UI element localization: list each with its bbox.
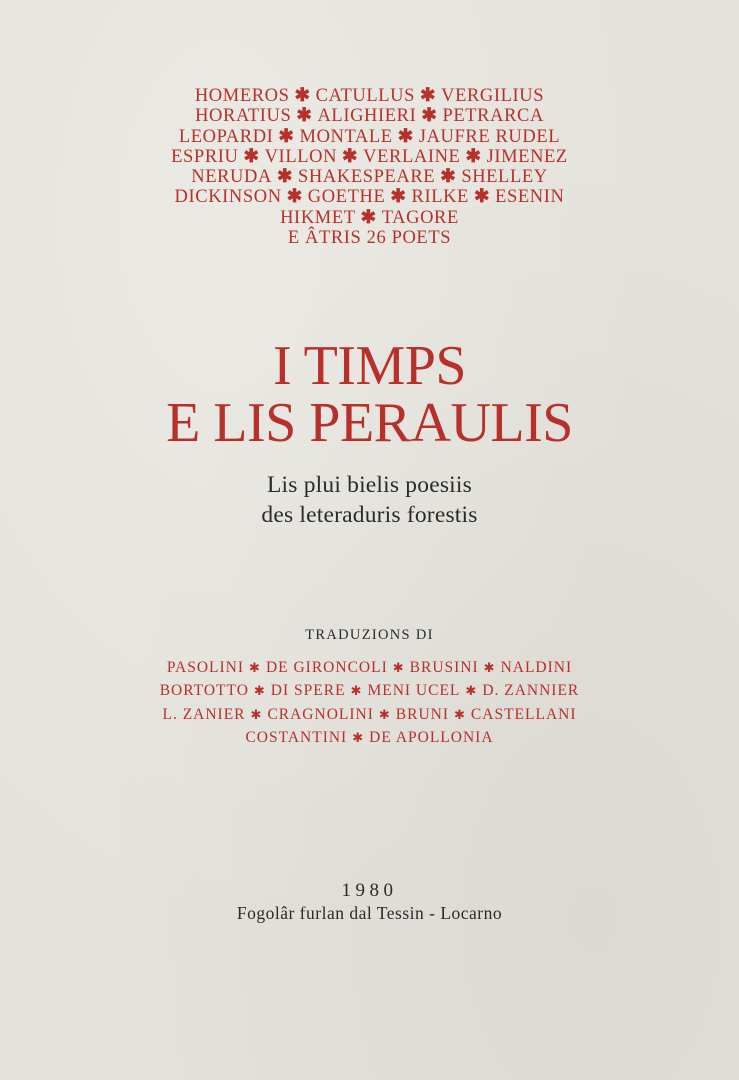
poet-name: JIMENEZ xyxy=(486,146,568,167)
translator-line xyxy=(0,703,739,726)
poet-name: SHAKESPEARE xyxy=(298,167,436,188)
poet-name: JAUFRE RUDEL xyxy=(418,126,561,147)
asterisk-separator-icon: ✱ xyxy=(350,683,363,699)
poet-name: RILKE xyxy=(411,187,469,208)
asterisk-separator-icon: ✱ xyxy=(465,146,482,167)
poet-line xyxy=(0,127,739,147)
asterisk-separator-icon: ✱ xyxy=(352,729,365,745)
poet-name: ESENIN xyxy=(495,187,565,208)
title-line-2: E LIS PERAULIS xyxy=(166,392,573,454)
asterisk-separator-icon: ✱ xyxy=(390,187,407,208)
translations-heading: TRADUZIONS DI xyxy=(305,627,434,643)
translator-line xyxy=(0,679,739,702)
poet-name: HOMEROS xyxy=(194,86,290,106)
asterisk-separator-icon: ✱ xyxy=(278,126,295,147)
poet-name: HIKMET xyxy=(280,207,356,228)
poet-line xyxy=(0,228,739,248)
asterisk-separator-icon: ✱ xyxy=(440,167,457,188)
asterisk-separator-icon: ✱ xyxy=(454,706,466,722)
asterisk-separator-icon: ✱ xyxy=(294,86,311,106)
asterisk-separator-icon: ✱ xyxy=(473,187,491,208)
asterisk-separator-icon: ✱ xyxy=(250,706,263,722)
asterisk-separator-icon: ✱ xyxy=(392,660,405,675)
poet-name: ALIGHIERI xyxy=(317,106,417,127)
poet-name: VERGILIUS xyxy=(441,86,545,106)
asterisk-separator-icon: ✱ xyxy=(286,187,303,208)
asterisk-separator-icon: ✱ xyxy=(483,660,496,675)
poet-name: VERLAINE xyxy=(363,146,461,167)
translator-line xyxy=(0,726,739,749)
publication-year: 1980 xyxy=(341,880,398,901)
asterisk-separator-icon: ✱ xyxy=(253,683,266,699)
asterisk-separator-icon: ✱ xyxy=(360,207,377,228)
poet-name: SHELLEY xyxy=(461,167,548,188)
asterisk-separator-icon: ✱ xyxy=(421,106,438,127)
poet-name: GOETHE xyxy=(307,187,386,208)
poet-name: MONTALE xyxy=(299,126,393,147)
translator-name: D. ZANNIER xyxy=(482,682,580,700)
translator-name: DE GIRONCOLI xyxy=(265,659,388,676)
poet-name: PETRARCA xyxy=(442,106,544,127)
asterisk-separator-icon: ✱ xyxy=(378,706,391,722)
asterisk-separator-icon: ✱ xyxy=(465,683,478,699)
publisher: Fogolâr furlan dal Tessin - Locarno xyxy=(236,903,503,923)
poet-name: NERUDA xyxy=(191,167,272,188)
translator-name: DI SPERE xyxy=(270,682,346,700)
poet-name: HORATIUS xyxy=(195,106,292,127)
book-title xyxy=(0,335,739,454)
poet-name: TAGORE xyxy=(381,207,459,228)
translator-name: CRAGNOLINI xyxy=(267,705,374,723)
poet-name: VILLON xyxy=(264,146,338,167)
poet-line xyxy=(0,167,739,187)
translators-list xyxy=(0,656,739,749)
poet-line xyxy=(0,147,739,167)
translator-name: BORTOTTO xyxy=(159,682,249,700)
book-subtitle xyxy=(0,470,739,530)
poet-name: LEOPARDI xyxy=(178,126,274,147)
asterisk-separator-icon: ✱ xyxy=(342,146,359,167)
poet-line xyxy=(0,208,739,228)
asterisk-separator-icon: ✱ xyxy=(397,126,414,147)
poets-list xyxy=(0,86,739,248)
translator-name: CASTELLANI xyxy=(470,705,577,723)
subtitle-line-2: des leteraduris forestis xyxy=(261,502,478,528)
asterisk-separator-icon: ✱ xyxy=(296,106,313,127)
poet-line xyxy=(0,106,739,126)
poet-name: CATULLUS xyxy=(315,86,415,106)
asterisk-separator-icon: ✱ xyxy=(249,660,261,675)
translator-line xyxy=(0,656,739,679)
poet-name: ESPRIU xyxy=(171,146,239,167)
poet-line xyxy=(0,86,739,106)
title-line-1: I TIMPS xyxy=(272,335,467,397)
translator-name: DE APOLLONIA xyxy=(369,728,494,746)
poet-name: E ÂTRIS 26 POETS xyxy=(287,228,452,249)
asterisk-separator-icon: ✱ xyxy=(243,146,260,167)
poet-name: DICKINSON xyxy=(174,187,282,208)
subtitle-line-1: Lis plui bielis poesiis xyxy=(266,472,472,498)
poet-line xyxy=(0,187,739,207)
translator-name: L. ZANIER xyxy=(162,705,246,723)
translator-name: BRUSINI xyxy=(409,659,479,676)
translator-name: BRUNI xyxy=(395,705,450,723)
translator-name: NALDINI xyxy=(500,659,573,676)
translator-name: PASOLINI xyxy=(166,659,245,676)
translator-name: MENI UCEL xyxy=(367,682,461,700)
translator-name: COSTANTINI xyxy=(245,728,348,746)
asterisk-separator-icon: ✱ xyxy=(420,86,437,106)
asterisk-separator-icon: ✱ xyxy=(276,167,294,188)
